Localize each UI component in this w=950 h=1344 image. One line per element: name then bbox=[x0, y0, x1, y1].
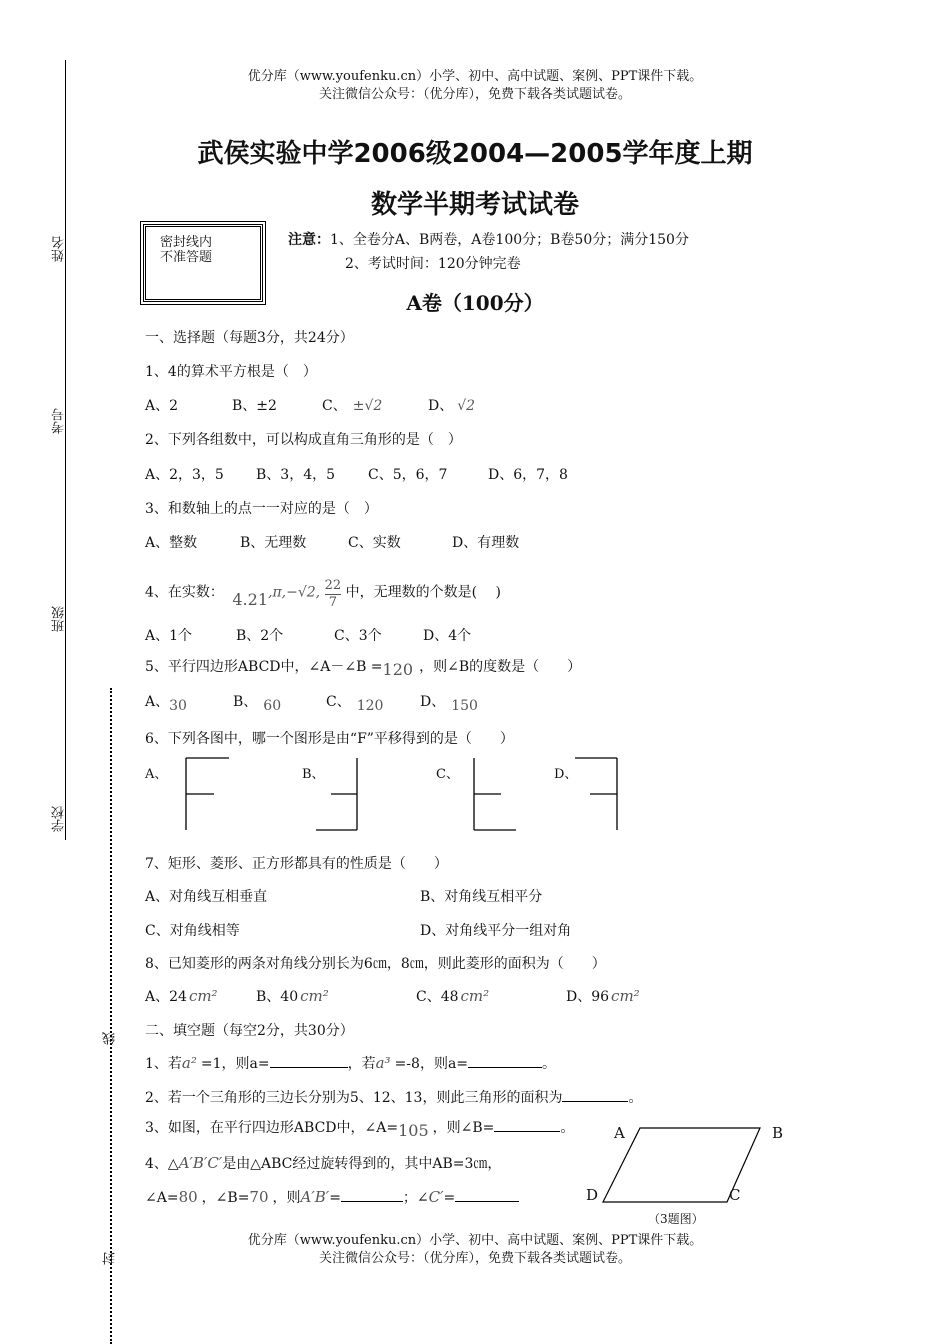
figure-3-label-b: B bbox=[772, 1124, 784, 1142]
q6-option-c: C、 bbox=[436, 767, 459, 782]
q3-option-d: D、有理数 bbox=[452, 535, 520, 551]
q1-option-c: C、 ±√2 bbox=[322, 398, 383, 414]
footer-line-1: 优分库（www.youfenku.cn）小学、初中、高中试题、案例、PPT课件下载。 bbox=[247, 1233, 703, 1248]
fill-q4-line1: 4、△A′B′C′是由△ABC经过旋转得到的，其中AB=3㎝， bbox=[145, 1154, 502, 1172]
q4-option-c: C、3个 bbox=[334, 628, 382, 644]
q6-figures bbox=[0, 750, 950, 840]
q6-option-d: D、 bbox=[554, 767, 578, 782]
fill-q1-blank-1[interactable] bbox=[270, 1053, 348, 1068]
q2-option-c: C、5，6，7 bbox=[368, 467, 448, 483]
figure-3-label-a: A bbox=[614, 1124, 625, 1142]
volume-a-title: A卷（100分） bbox=[406, 291, 544, 315]
q6-stem: 6、下列各图中，哪一个图形是由“F”平移得到的是（ ） bbox=[145, 731, 514, 747]
fill-q1: 1、若a² =1，则a= ，若a³ =-8，则a= 。 bbox=[145, 1054, 557, 1072]
q7-option-c: C、对角线相等 bbox=[145, 923, 240, 939]
q2-option-a: A、2，3，5 bbox=[145, 467, 224, 483]
q8-option-b: B、40 cm² bbox=[256, 987, 329, 1005]
q1-option-a: A、2 bbox=[145, 398, 179, 414]
fill-q4-blank-1[interactable] bbox=[341, 1187, 403, 1202]
fill-q3: 3、如图，在平行四边形ABCD中，∠A=105 ，则∠B= 。 bbox=[145, 1117, 574, 1137]
q5-option-c: C、 120 bbox=[326, 694, 384, 714]
q2-option-b: B、3，4，5 bbox=[256, 467, 336, 483]
notice-item-2: 2、考试时间：120分钟完卷 bbox=[345, 256, 521, 272]
figure-3-label-d: D bbox=[586, 1186, 599, 1204]
q4-option-d: D、4个 bbox=[423, 628, 472, 644]
q8-stem: 8、已知菱形的两条对角线分别长为6㎝，8㎝，则此菱形的面积为（ ） bbox=[145, 956, 606, 972]
q8-option-c: C、48 cm² bbox=[416, 987, 490, 1005]
q5-option-a: A、30 bbox=[145, 694, 187, 714]
q1-option-b: B、±2 bbox=[232, 398, 277, 414]
q6-figure-b bbox=[316, 758, 357, 830]
section2-heading: 二、填空题（每空2分，共30分） bbox=[145, 1023, 354, 1039]
fill-q1-blank-2[interactable] bbox=[468, 1053, 542, 1068]
school-label: 学校 bbox=[52, 806, 67, 832]
q4-option-a: A、1个 bbox=[145, 628, 193, 644]
q3-option-b: B、无理数 bbox=[240, 535, 307, 551]
line-label: 线 bbox=[103, 1032, 118, 1045]
fill-q3-blank[interactable] bbox=[494, 1117, 560, 1132]
q7-option-b: B、对角线互相平分 bbox=[420, 889, 543, 905]
q5-stem: 5、平行四边形ABCD中，∠A－∠B =120 ，则∠B的度数是（ ） bbox=[145, 659, 582, 679]
figure-3-label-c: C bbox=[729, 1186, 741, 1204]
q8-option-d: D、96 cm² bbox=[566, 987, 640, 1005]
notice-item-1: 1、全卷分A、B两卷，A卷100分；B卷50分；满分150分 bbox=[330, 232, 689, 248]
fill-q2: 2、若一个三角形的三边长分别为5、12、13，则此三角形的面积为 。 bbox=[145, 1087, 642, 1107]
notice-label: 注意： bbox=[288, 232, 330, 248]
q7-option-a: A、对角线互相垂直 bbox=[145, 889, 268, 905]
page-title: 武侯实验中学2006级2004—2005学年度上期 bbox=[197, 139, 753, 169]
fill-q4-line2: ∠A=80 ，∠B=70 ，则A′B′= ；∠C′= bbox=[145, 1187, 519, 1207]
seal-box-line-2: 不准答题 bbox=[160, 250, 213, 265]
name-label: 姓名 bbox=[52, 236, 67, 262]
page-subtitle: 数学半期考试试卷 bbox=[370, 190, 579, 220]
header-line-1: 优分库（www.youfenku.cn）小学、初中、高中试题、案例、PPT课件下载。 bbox=[247, 69, 703, 84]
q6-figure-a bbox=[186, 758, 229, 830]
q6-figure-c bbox=[474, 758, 516, 830]
fill-q2-blank[interactable] bbox=[562, 1087, 628, 1102]
section1-heading: 一、选择题（每题3分，共24分） bbox=[145, 330, 354, 346]
binding-line bbox=[65, 60, 66, 840]
class-label: 班级 bbox=[52, 606, 67, 632]
q3-option-a: A、整数 bbox=[145, 535, 198, 551]
seal-label: 封 bbox=[103, 1252, 118, 1265]
q6-option-b: B、 bbox=[302, 767, 325, 782]
q2-stem: 2、下列各组数中，可以构成直角三角形的是（ ） bbox=[145, 432, 462, 448]
q7-option-d: D、对角线平分一组对角 bbox=[420, 923, 572, 939]
footer-line-2: 关注微信公众号：（优分库），免费下载各类试题试卷。 bbox=[318, 1251, 631, 1266]
q7-stem: 7、矩形、菱形、正方形都具有的性质是（ ） bbox=[145, 856, 448, 872]
q3-option-c: C、实数 bbox=[348, 535, 401, 551]
seal-box-line-1: 密封线内 bbox=[160, 235, 213, 250]
q2-option-d: D、6，7，8 bbox=[488, 467, 568, 483]
q6-option-a: A、 bbox=[145, 767, 168, 782]
exam-number-label: 考号 bbox=[52, 408, 67, 434]
figure-3-caption: （3题图） bbox=[648, 1212, 704, 1226]
notice-line-1 bbox=[288, 229, 689, 249]
q5-option-d: D、 150 bbox=[420, 694, 478, 714]
q1-option-d: D、 √2 bbox=[428, 398, 476, 414]
figure-3-parallelogram bbox=[600, 1118, 800, 1208]
q6-figure-d bbox=[575, 758, 617, 830]
q5-option-b: B、 60 bbox=[233, 694, 282, 714]
q1-stem: 1、4的算术平方根是（ ） bbox=[145, 364, 317, 380]
q8-option-a: A、24 cm² bbox=[145, 987, 218, 1005]
fill-q4-blank-2[interactable] bbox=[455, 1187, 519, 1202]
header-line-2: 关注微信公众号：（优分库），免费下载各类试题试卷。 bbox=[318, 87, 631, 102]
q4-stem: 4、在实数： 4.21,π,−√2, $\frac{22}{7}$ 中，无理数的个数是( ) bbox=[145, 578, 501, 610]
q3-stem: 3、和数轴上的点一一对应的是（ ） bbox=[145, 501, 378, 517]
q4-option-b: B、2个 bbox=[236, 628, 284, 644]
